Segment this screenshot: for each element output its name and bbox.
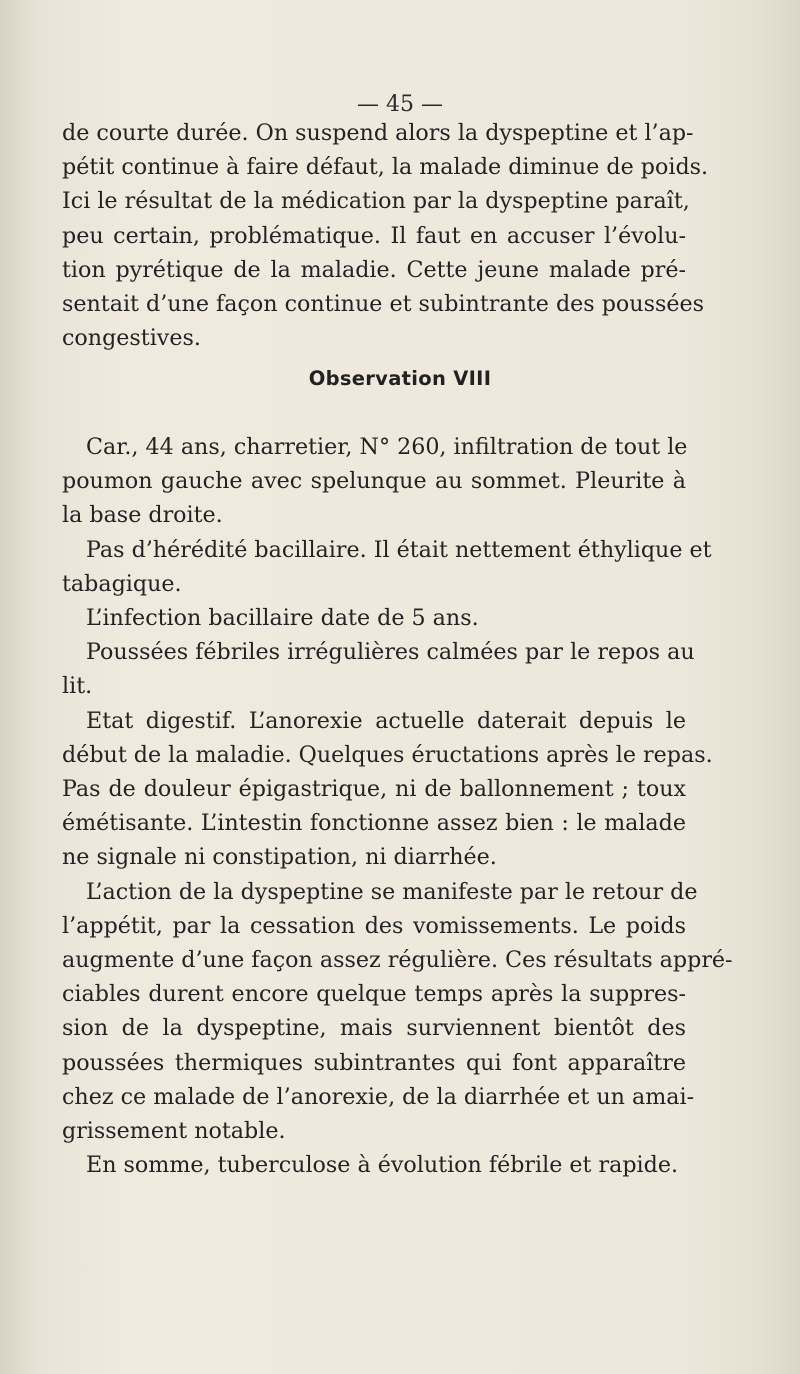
text-line: la base droite. <box>62 502 223 529</box>
text-line: ne signale ni constipation, ni diarrhée. <box>62 844 497 871</box>
paragraph-infection <box>62 601 686 635</box>
text-line: pétit continue à faire défaut, la malade diminue de poids. <box>62 154 709 181</box>
text-line: l’appétit, par la cessation des vomissements. Le poids <box>62 912 686 939</box>
text-line: chez ce malade de l’anorexie, de la diarrhée et un amai- <box>62 1083 695 1110</box>
observation-body <box>62 430 733 1182</box>
text-line: de courte durée. On suspend alors la dyspeptine et l’ap- <box>62 120 694 146</box>
text-line: poussées thermiques subintrantes qui font apparaître <box>62 1049 686 1076</box>
observation-heading: Observation VIII <box>308 367 492 390</box>
paragraph-digestive-state <box>62 704 713 875</box>
text-line: Car., 44 ans, charretier, N° 260, infiltration de tout le <box>86 434 688 460</box>
text-line: Ici le résultat de la médication par la dyspeptine paraît, <box>62 188 690 215</box>
text-line: tion pyrétique de la maladie. Cette jeune malade pré- <box>62 256 686 283</box>
text-line: Pas d’hérédité bacillaire. Il était nettement éthylique et <box>86 536 712 563</box>
paragraph-fever <box>62 635 695 703</box>
text-line: augmente d’une façon assez régulière. Ces résultats appré- <box>62 947 733 974</box>
paragraph-conclusion <box>62 1148 686 1182</box>
text-line: ciables durent encore quelque temps après la suppres- <box>62 981 686 1008</box>
text-line: poumon gauche avec spelunque au sommet. Pleurite à <box>62 468 686 495</box>
text-line: Pas de douleur épigastrique, ni de ballonnement ; toux <box>62 776 686 803</box>
text-line: peu certain, problématique. Il faut en accuser l’évolu- <box>62 222 686 249</box>
text-line: lit. <box>62 673 93 700</box>
paragraph-identity <box>62 430 686 533</box>
paragraph-heredity <box>62 533 712 601</box>
text-line: sentait d’une façon continue et subintrante des poussées <box>62 291 704 318</box>
text-line: début de la maladie. Quelques éructations après le repas. <box>62 741 713 768</box>
text-line: tabagique. <box>62 570 182 597</box>
intro-paragraph <box>62 116 709 355</box>
text-line: L’action de la dyspeptine se manifeste par le retour de <box>86 878 698 905</box>
text-line: L’infection bacillaire date de 5 ans. <box>86 605 479 632</box>
text-line: émétisante. L’intestin fonctionne assez bien : le malade <box>62 810 686 837</box>
text-line: Poussées fébriles irrégulières calmées par le repos au <box>86 639 695 666</box>
text-line: congestives. <box>62 325 201 352</box>
text-line: Etat digestif. L’anorexie actuelle daterait depuis le <box>86 707 686 734</box>
text-line: En somme, tuberculose à évolution fébrile et rapide. <box>86 1152 679 1179</box>
text-line: sion de la dyspeptine, mais surviennent bientôt des <box>62 1015 686 1042</box>
page-number: — 45 — <box>357 92 443 117</box>
text-line: grissement notable. <box>62 1118 286 1145</box>
paragraph-dyspeptine-action <box>62 875 733 1149</box>
